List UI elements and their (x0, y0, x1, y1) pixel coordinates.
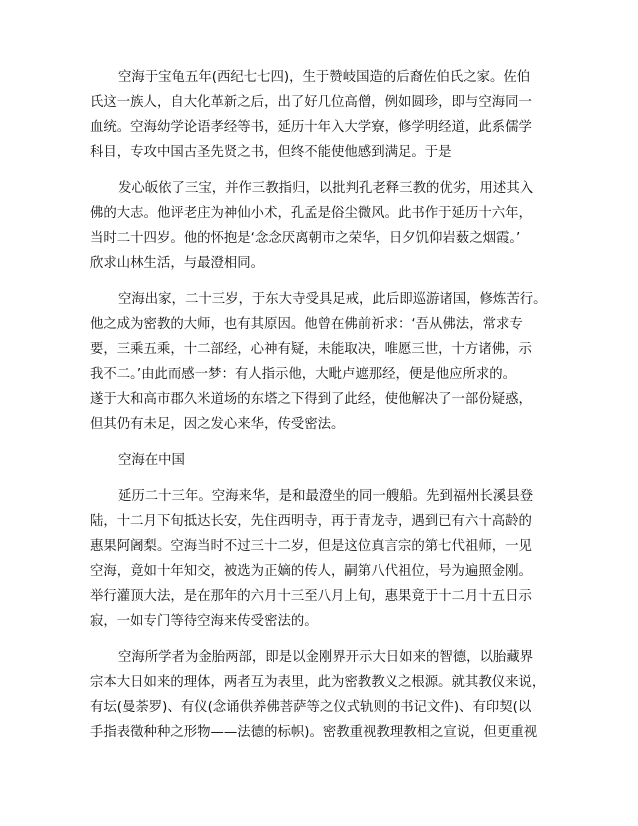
paragraph-5-line-1: 空海所学者为金胎两部，即是以金刚界开示大日如来的智德，以胎藏界 (118, 650, 534, 665)
paragraph-2-line-1: 发心皈依了三宝，并作三教指归，以批判孔老释三教的优劣，用述其入 (118, 181, 534, 196)
paragraph-2-line-3: 当时二十四岁。他的怀抱是‘念念厌离朝市之荣华，日夕饥仰岩薮之烟霞。’ (90, 231, 521, 246)
paragraph-5-line-2: 宗本大日如来的理体，两者互为表里，此为密教教义之根源。就其教仪来说， (90, 675, 546, 690)
paragraph-3-line-2: 他之成为密教的大师，也有其原因。他曾在佛前祈求：‘吾从佛法，常求专 (90, 317, 523, 332)
paragraph-3-line-6: 但其仍有未足，因之发心来华，传受密法。 (90, 417, 345, 432)
paragraph-4-line-2: 陆，十二月下旬抵达长安，先住西明寺，再于青龙寺，遇到已有六十高龄的 (90, 514, 532, 529)
paragraph-5-line-4: 手指表徵种种之形物——法德的标帜)。密教重视教理教相之宣说，但更重视 (90, 725, 538, 740)
paragraph-4-line-3: 惠果阿阇梨。空海当时不过三十二岁，但是这位真言宗的第七代祖师，一见 (90, 539, 532, 554)
paragraph-2-line-4: 欣求山林生活，与最澄相同。 (90, 256, 265, 271)
paragraph-4-line-6: 寂，一如专门等待空海来传受密法的。 (90, 614, 318, 629)
paragraph-1-line-3: 血统。空海幼学论语孝经等书，延历十年入大学寮，修学明经道，此系儒学 (90, 120, 532, 135)
paragraph-3-line-4: 我不二。’由此而感一梦：有人指示他，大毗卢遮那经，便是他应所求的。 (90, 367, 517, 382)
paragraph-4-line-4: 空海，竟如十年知交，被选为正嫡的传人，嗣第八代祖位，号为遍照金刚。 (90, 564, 532, 579)
paragraph-3-line-5: 遂于大和高市郡久米道场的东塔之下得到了此经，使他解决了一部份疑惑， (90, 392, 532, 407)
paragraph-4-line-1: 延历二十三年。空海来华，是和最澄坐的同一艘船。先到福州长溪县登 (118, 489, 534, 504)
paragraph-5-line-3: 有坛(曼荼罗)、有仪(念诵供养佛菩萨等之仪式轨则的书记文件)、有印契(以 (90, 700, 532, 715)
paragraph-2-line-2: 佛的大志。他评老庄为神仙小术，孔孟是俗尘微风。此书作于延历十六年， (90, 206, 532, 221)
paragraph-3-line-1: 空海出家，二十三岁，于东大寺受具足戒，此后即巡游诸国，修炼苦行。 (118, 292, 547, 307)
paragraph-4-line-5: 举行灌顶大法，是在那年的六月十三至八月上旬，惠果竟于十二月十五日示 (90, 589, 532, 604)
paragraph-1-line-4: 科目，专攻中国古圣先贤之书，但终不能使他感到满足。于是 (90, 145, 452, 160)
paragraph-1-line-1: 空海于宝龟五年(西纪七七四)，生于赞岐国造的后裔佐伯氏之家。佐伯 (118, 70, 531, 85)
section-heading: 空海在中国 (118, 453, 185, 468)
paragraph-3-line-3: 要，三乘五乘，十二部经，心神有疑，未能取决，唯愿三世，十方诸佛，示 (90, 342, 532, 357)
paragraph-1-line-2: 氏这一族人，自大化革新之后，出了好几位高僧，例如圆珍，即与空海同一 (90, 95, 532, 110)
